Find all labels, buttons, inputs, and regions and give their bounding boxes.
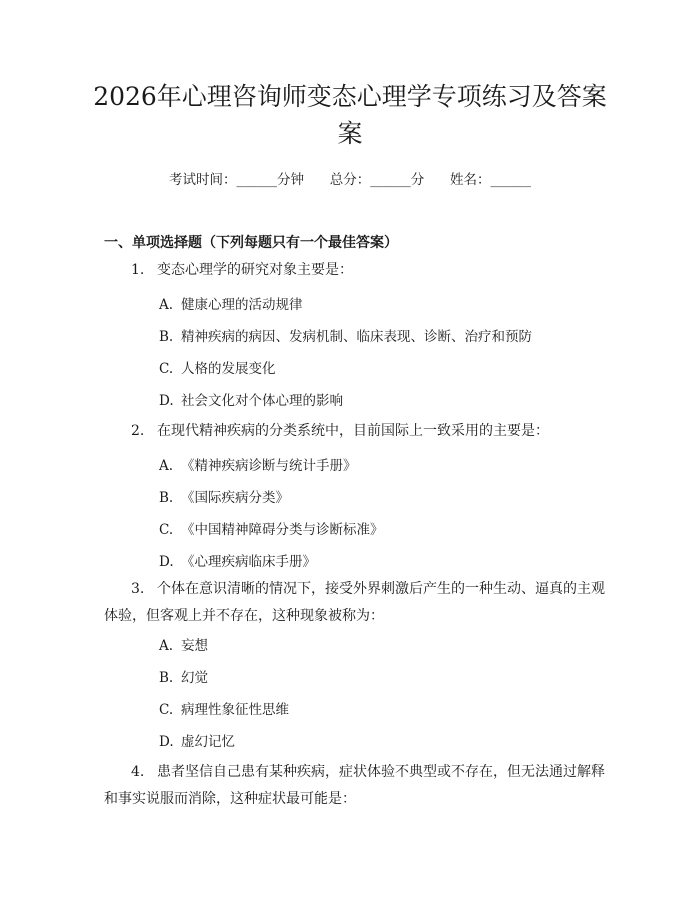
option-letter: C. bbox=[159, 702, 174, 718]
question-text: 在现代精神疾病的分类系统中，目前国际上一致采用的主要是： bbox=[157, 423, 549, 439]
section-heading: 一、单项选择题（下列每题只有一个最佳答案） bbox=[104, 235, 398, 251]
question-text: 患者坚信自己患有某种疾病，症状体验不典型或不存在，但无法通过解释 bbox=[157, 764, 605, 780]
option-letter: C. bbox=[159, 522, 174, 538]
option-text: 《国际疾病分类》 bbox=[181, 490, 289, 506]
question-text: 个体在意识清晰的情况下，接受外界刺激后产生的一种生动、逼真的主观 bbox=[157, 581, 605, 597]
question-number: 3. bbox=[131, 581, 145, 597]
option-b bbox=[159, 486, 289, 506]
option-c bbox=[159, 357, 276, 377]
option-text: 健康心理的活动规律 bbox=[181, 297, 303, 313]
document-title bbox=[70, 78, 630, 152]
option-c bbox=[159, 518, 384, 538]
student-name: 姓名：______ bbox=[450, 172, 531, 188]
option-text: 人格的发展变化 bbox=[181, 361, 276, 377]
question-number: 4. bbox=[131, 764, 145, 780]
option-letter: A. bbox=[159, 458, 174, 474]
option-letter: A. bbox=[159, 638, 174, 654]
option-letter: B. bbox=[159, 329, 174, 345]
title-line-2: 案 bbox=[337, 119, 363, 148]
question-4-line-1 bbox=[131, 759, 605, 786]
option-d bbox=[159, 389, 343, 409]
option-b bbox=[159, 666, 208, 686]
option-d bbox=[159, 730, 235, 750]
title-line-1: 2026年心理咨询师变态心理学专项练习及答案 bbox=[93, 82, 607, 111]
option-c bbox=[159, 698, 289, 718]
option-a bbox=[159, 634, 208, 654]
option-letter: D. bbox=[159, 554, 174, 570]
option-letter: B. bbox=[159, 670, 174, 686]
option-letter: D. bbox=[159, 734, 174, 750]
option-text: 妄想 bbox=[181, 638, 208, 654]
option-a bbox=[159, 454, 357, 474]
option-text: 幻觉 bbox=[181, 670, 208, 686]
option-letter: D. bbox=[159, 393, 174, 409]
option-b bbox=[159, 325, 532, 345]
option-text: 《心理疾病临床手册》 bbox=[181, 554, 316, 570]
question-4-line-2: 和事实说服而消除，这种症状最可能是： bbox=[104, 791, 356, 807]
option-a bbox=[159, 293, 303, 313]
total-score: 总分：______分 bbox=[329, 172, 425, 188]
option-text: 社会文化对个体心理的影响 bbox=[181, 393, 343, 409]
exam-time: 考试时间：______分钟 bbox=[169, 172, 304, 188]
option-text: 精神疾病的病因、发病机制、临床表现、诊断、治疗和预防 bbox=[181, 329, 532, 345]
question-2 bbox=[131, 418, 549, 445]
option-letter: A. bbox=[159, 297, 174, 313]
option-letter: B. bbox=[159, 490, 174, 506]
option-letter: C. bbox=[159, 361, 174, 377]
question-1 bbox=[131, 257, 353, 284]
question-3-line-2: 体验，但客观上并不存在，这种现象被称为： bbox=[104, 608, 384, 624]
option-text: 《精神疾病诊断与统计手册》 bbox=[181, 458, 357, 474]
option-text: 《中国精神障碍分类与诊断标准》 bbox=[181, 522, 384, 538]
question-3-line-1 bbox=[131, 576, 605, 603]
question-number: 1. bbox=[131, 262, 145, 278]
question-text: 变态心理学的研究对象主要是： bbox=[157, 262, 353, 278]
exam-meta bbox=[0, 168, 700, 188]
option-text: 病理性象征性思维 bbox=[181, 702, 289, 718]
option-text: 虚幻记忆 bbox=[181, 734, 235, 750]
question-number: 2. bbox=[131, 423, 145, 439]
option-d bbox=[159, 550, 316, 570]
